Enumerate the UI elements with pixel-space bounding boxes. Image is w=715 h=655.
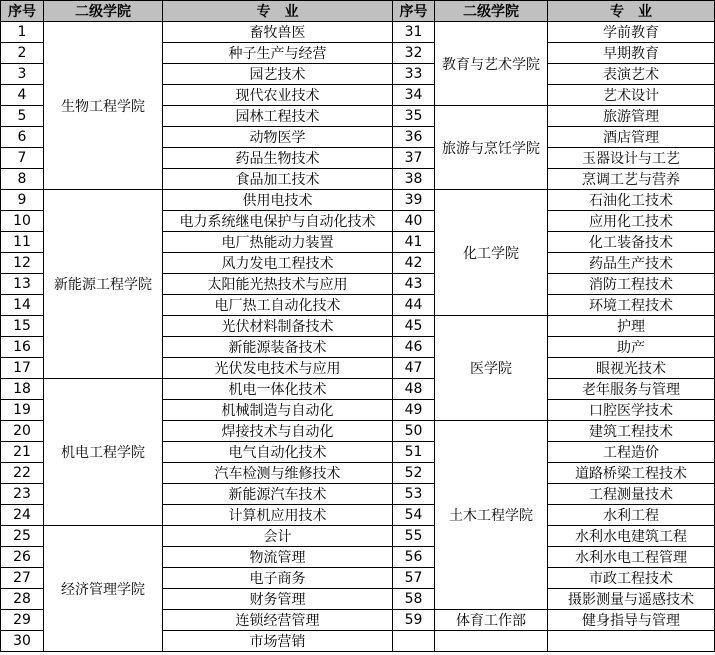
major-cell: 动物医学 bbox=[163, 127, 393, 148]
serial-cell: 32 bbox=[393, 43, 435, 64]
major-cell: 老年服务与管理 bbox=[548, 379, 715, 400]
major-cell: 水利水电建筑工程 bbox=[548, 526, 715, 547]
serial-cell: 49 bbox=[393, 400, 435, 421]
major-cell: 畜牧兽医 bbox=[163, 22, 393, 43]
major-cell: 建筑工程技术 bbox=[548, 421, 715, 442]
serial-cell: 56 bbox=[393, 547, 435, 568]
major-cell: 机电一体化技术 bbox=[163, 379, 393, 400]
header-serial-right: 序号 bbox=[393, 1, 435, 22]
major-cell: 种子生产与经营 bbox=[163, 43, 393, 64]
serial-cell: 52 bbox=[393, 463, 435, 484]
table-row bbox=[1, 526, 715, 547]
major-cell: 市政工程技术 bbox=[548, 568, 715, 589]
serial-cell: 6 bbox=[1, 127, 44, 148]
serial-cell: 57 bbox=[393, 568, 435, 589]
empty-cell bbox=[548, 631, 715, 652]
serial-cell: 17 bbox=[1, 358, 44, 379]
serial-cell: 1 bbox=[1, 22, 44, 43]
major-cell: 药品生产技术 bbox=[548, 253, 715, 274]
serial-cell: 18 bbox=[1, 379, 44, 400]
table-row bbox=[1, 22, 715, 43]
major-cell: 护理 bbox=[548, 316, 715, 337]
serial-cell: 19 bbox=[1, 400, 44, 421]
major-cell: 摄影测量与遥感技术 bbox=[548, 589, 715, 610]
major-cell: 新能源汽车技术 bbox=[163, 484, 393, 505]
major-cell: 应用化工技术 bbox=[548, 211, 715, 232]
major-cell: 电厂热工自动化技术 bbox=[163, 295, 393, 316]
college-cell: 机电工程学院 bbox=[44, 379, 163, 526]
serial-cell: 45 bbox=[393, 316, 435, 337]
major-cell: 助产 bbox=[548, 337, 715, 358]
header-college-left: 二级学院 bbox=[44, 1, 163, 22]
major-cell: 石油化工技术 bbox=[548, 190, 715, 211]
serial-cell: 53 bbox=[393, 484, 435, 505]
header-major-right: 专 业 bbox=[548, 1, 715, 22]
major-cell: 现代农业技术 bbox=[163, 85, 393, 106]
serial-cell: 33 bbox=[393, 64, 435, 85]
serial-cell: 8 bbox=[1, 169, 44, 190]
college-cell: 旅游与烹饪学院 bbox=[435, 106, 548, 190]
major-cell: 水利水电工程管理 bbox=[548, 547, 715, 568]
table-row bbox=[1, 379, 715, 400]
major-cell: 计算机应用技术 bbox=[163, 505, 393, 526]
major-cell: 供用电技术 bbox=[163, 190, 393, 211]
serial-cell: 23 bbox=[1, 484, 44, 505]
major-cell: 玉器设计与工艺 bbox=[548, 148, 715, 169]
serial-cell: 15 bbox=[1, 316, 44, 337]
major-cell: 汽车检测与维修技术 bbox=[163, 463, 393, 484]
college-cell: 医学院 bbox=[435, 316, 548, 421]
college-cell: 教育与艺术学院 bbox=[435, 22, 548, 106]
major-cell: 风力发电工程技术 bbox=[163, 253, 393, 274]
serial-cell: 10 bbox=[1, 211, 44, 232]
major-cell: 连锁经营管理 bbox=[163, 610, 393, 631]
serial-cell: 50 bbox=[393, 421, 435, 442]
serial-cell: 28 bbox=[1, 589, 44, 610]
serial-cell: 43 bbox=[393, 274, 435, 295]
major-cell: 光伏发电技术与应用 bbox=[163, 358, 393, 379]
major-cell: 物流管理 bbox=[163, 547, 393, 568]
major-cell: 表演艺术 bbox=[548, 64, 715, 85]
major-cell: 早期教育 bbox=[548, 43, 715, 64]
serial-cell: 7 bbox=[1, 148, 44, 169]
major-cell: 旅游管理 bbox=[548, 106, 715, 127]
major-cell: 电厂热能动力装置 bbox=[163, 232, 393, 253]
college-cell: 化工学院 bbox=[435, 190, 548, 316]
major-cell: 烹调工艺与营养 bbox=[548, 169, 715, 190]
serial-cell: 11 bbox=[1, 232, 44, 253]
major-cell: 化工装备技术 bbox=[548, 232, 715, 253]
serial-cell: 4 bbox=[1, 85, 44, 106]
serial-cell: 39 bbox=[393, 190, 435, 211]
college-cell: 生物工程学院 bbox=[44, 22, 163, 190]
major-cell: 电气自动化技术 bbox=[163, 442, 393, 463]
serial-cell: 2 bbox=[1, 43, 44, 64]
serial-cell: 24 bbox=[1, 505, 44, 526]
serial-cell: 48 bbox=[393, 379, 435, 400]
serial-cell: 25 bbox=[1, 526, 44, 547]
serial-cell: 58 bbox=[393, 589, 435, 610]
major-cell: 环境工程技术 bbox=[548, 295, 715, 316]
major-cell: 焊接技术与自动化 bbox=[163, 421, 393, 442]
serial-cell: 21 bbox=[1, 442, 44, 463]
major-cell: 工程测量技术 bbox=[548, 484, 715, 505]
major-cell: 水利工程 bbox=[548, 505, 715, 526]
major-cell: 太阳能光热技术与应用 bbox=[163, 274, 393, 295]
major-cell: 眼视光技术 bbox=[548, 358, 715, 379]
serial-cell: 12 bbox=[1, 253, 44, 274]
header-college-right: 二级学院 bbox=[435, 1, 548, 22]
major-cell: 园艺技术 bbox=[163, 64, 393, 85]
serial-cell: 46 bbox=[393, 337, 435, 358]
major-cell: 学前教育 bbox=[548, 22, 715, 43]
serial-cell: 3 bbox=[1, 64, 44, 85]
serial-cell: 37 bbox=[393, 148, 435, 169]
empty-cell bbox=[393, 631, 435, 652]
header-serial-left: 序号 bbox=[1, 1, 44, 22]
table-row bbox=[1, 190, 715, 211]
college-cell: 体育工作部 bbox=[435, 610, 548, 631]
serial-cell: 27 bbox=[1, 568, 44, 589]
serial-cell: 38 bbox=[393, 169, 435, 190]
serial-cell: 41 bbox=[393, 232, 435, 253]
serial-cell: 9 bbox=[1, 190, 44, 211]
serial-cell: 5 bbox=[1, 106, 44, 127]
serial-cell: 31 bbox=[393, 22, 435, 43]
major-cell: 工程造价 bbox=[548, 442, 715, 463]
major-cell: 艺术设计 bbox=[548, 85, 715, 106]
major-cell: 药品生物技术 bbox=[163, 148, 393, 169]
serial-cell: 22 bbox=[1, 463, 44, 484]
major-cell: 食品加工技术 bbox=[163, 169, 393, 190]
major-cell: 健身指导与管理 bbox=[548, 610, 715, 631]
serial-cell: 54 bbox=[393, 505, 435, 526]
serial-cell: 30 bbox=[1, 631, 44, 652]
serial-cell: 34 bbox=[393, 85, 435, 106]
serial-cell: 51 bbox=[393, 442, 435, 463]
major-cell: 道路桥梁工程技术 bbox=[548, 463, 715, 484]
serial-cell: 13 bbox=[1, 274, 44, 295]
serial-cell: 26 bbox=[1, 547, 44, 568]
serial-cell: 59 bbox=[393, 610, 435, 631]
serial-cell: 16 bbox=[1, 337, 44, 358]
major-cell: 园林工程技术 bbox=[163, 106, 393, 127]
serial-cell: 14 bbox=[1, 295, 44, 316]
major-cell: 新能源装备技术 bbox=[163, 337, 393, 358]
serial-cell: 29 bbox=[1, 610, 44, 631]
serial-cell: 55 bbox=[393, 526, 435, 547]
header-major-left: 专 业 bbox=[163, 1, 393, 22]
major-cell: 机械制造与自动化 bbox=[163, 400, 393, 421]
major-cell: 消防工程技术 bbox=[548, 274, 715, 295]
header-row bbox=[1, 1, 715, 22]
serial-cell: 20 bbox=[1, 421, 44, 442]
college-cell: 土木工程学院 bbox=[435, 421, 548, 610]
serial-cell: 36 bbox=[393, 127, 435, 148]
serial-cell: 44 bbox=[393, 295, 435, 316]
major-cell: 电力系统继电保护与自动化技术 bbox=[163, 211, 393, 232]
serial-cell: 47 bbox=[393, 358, 435, 379]
college-cell: 新能源工程学院 bbox=[44, 190, 163, 379]
college-cell: 经济管理学院 bbox=[44, 526, 163, 652]
major-cell: 酒店管理 bbox=[548, 127, 715, 148]
serial-cell: 42 bbox=[393, 253, 435, 274]
major-cell: 市场营销 bbox=[163, 631, 393, 652]
major-cell: 口腔医学技术 bbox=[548, 400, 715, 421]
major-cell: 财务管理 bbox=[163, 589, 393, 610]
serial-cell: 35 bbox=[393, 106, 435, 127]
serial-cell: 40 bbox=[393, 211, 435, 232]
empty-cell bbox=[435, 631, 548, 652]
major-cell: 光伏材料制备技术 bbox=[163, 316, 393, 337]
major-cell: 电子商务 bbox=[163, 568, 393, 589]
major-cell: 会计 bbox=[163, 526, 393, 547]
